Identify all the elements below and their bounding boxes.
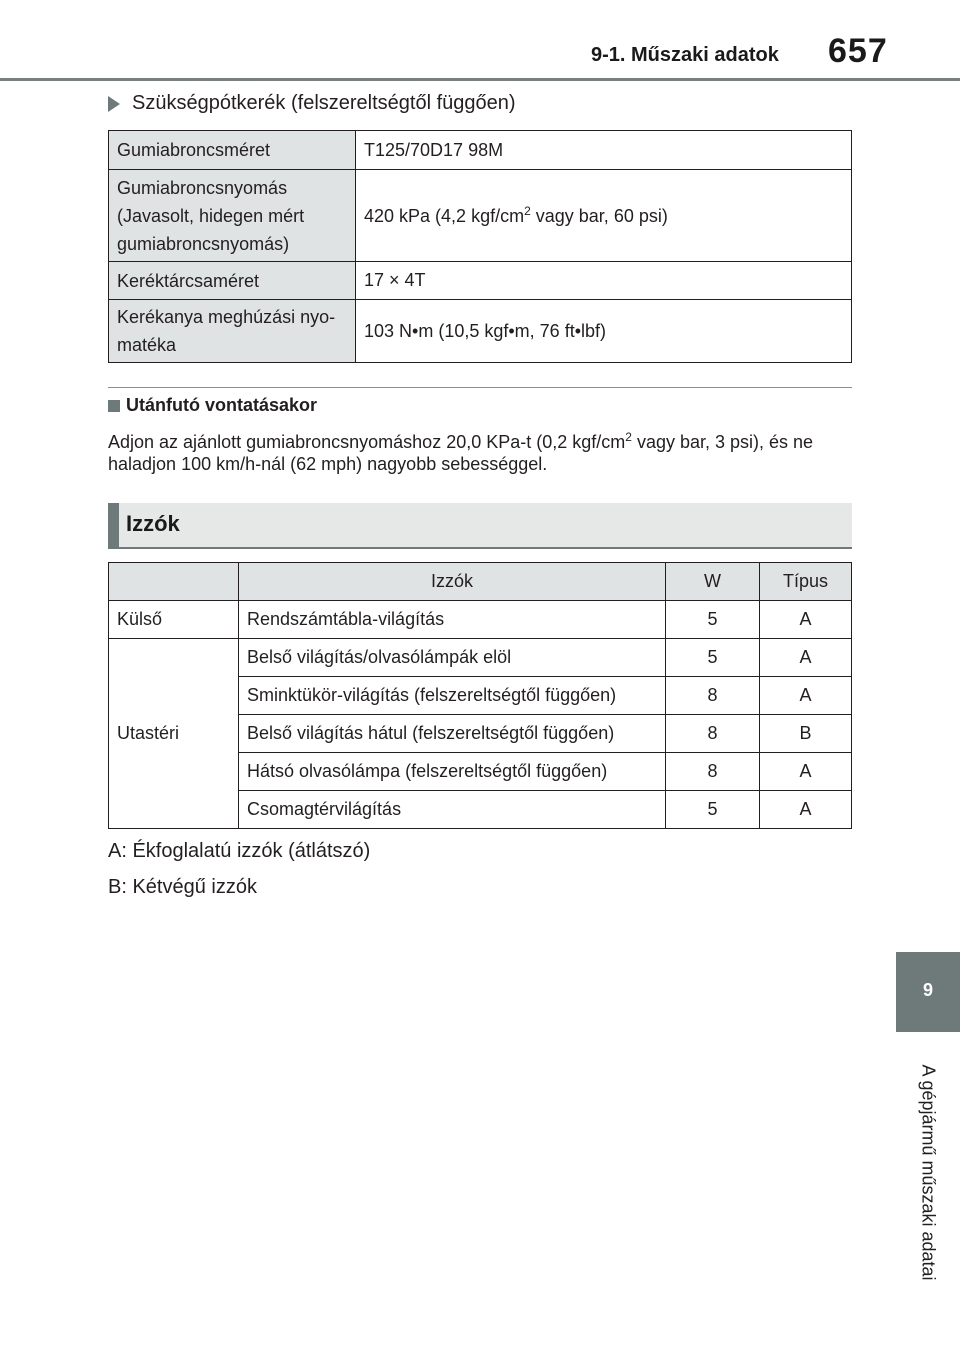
note-b: B: Kétvégű izzók xyxy=(108,876,257,898)
table-row xyxy=(109,170,852,262)
chapter-tab xyxy=(896,952,960,1032)
table-row xyxy=(109,639,852,677)
column-header: Típus xyxy=(760,563,852,601)
bulb-name: Sminktükör-világítás (felszereltségtől függően) xyxy=(239,677,666,715)
bulb-type: A xyxy=(760,753,852,791)
page-number: 657 xyxy=(828,32,888,70)
bulb-name: Rendszámtábla-világítás xyxy=(239,601,666,639)
bulbs-section-title: Izzók xyxy=(126,511,180,536)
bulb-watt: 8 xyxy=(666,753,760,791)
table-row xyxy=(109,131,852,170)
bulb-type: A xyxy=(760,791,852,829)
bulb-watt: 8 xyxy=(666,677,760,715)
bulb-watt: 5 xyxy=(666,601,760,639)
row-value: 103 N•m (10,5 kgf•m, 76 ft•lbf) xyxy=(356,300,852,363)
row-value: 17 × 4T xyxy=(356,262,852,300)
bulb-type: B xyxy=(760,715,852,753)
note-a: A: Ékfoglalatú izzók (átlátszó) xyxy=(108,840,371,862)
table-row xyxy=(109,300,852,363)
towing-heading xyxy=(108,395,317,416)
chapter-title-band xyxy=(896,1032,960,1302)
bulbs-section-header xyxy=(108,503,852,549)
bulb-name: Hátsó olvasólámpa (felszereltségtől függően) xyxy=(239,753,666,791)
bulb-watt: 5 xyxy=(666,639,760,677)
square-bullet-icon xyxy=(108,400,120,412)
towing-text: Adjon az ajánlott gumiabroncsnyomáshoz 20,0 KPa-t (0,2 kgf/$cm^2$ vagy bar, 3 psi), és ne haladjon 100 km/h-nál (62 mph) nagyobb sebességgel. xyxy=(108,430,814,474)
triangle-bullet-icon xyxy=(108,96,120,112)
bulb-watt: 8 xyxy=(666,715,760,753)
column-header xyxy=(109,563,239,601)
chapter-title: A gépjármű műszaki adatai xyxy=(918,1063,939,1281)
spare-tire-heading xyxy=(108,92,516,115)
row-label: Keréktárcsaméret xyxy=(109,262,356,300)
header-rule xyxy=(0,78,960,81)
bulb-type: A xyxy=(760,677,852,715)
chapter-number: 9 xyxy=(922,980,933,1000)
group-label: Utastéri xyxy=(109,639,239,829)
spare-tire-heading-text: Szükségpótkerék (felszereltségtől függően) xyxy=(132,92,516,114)
group-label: Külső xyxy=(109,601,239,639)
row-label: Gumiabroncsméret xyxy=(109,131,356,170)
divider xyxy=(108,387,852,388)
table-row xyxy=(109,601,852,639)
row-label: Kerékanya meghúzási nyo-matéka xyxy=(109,300,356,363)
bulb-name: Belső világítás/olvasólámpák elöl xyxy=(239,639,666,677)
row-value: T125/70D17 98M xyxy=(356,131,852,170)
table-header-row xyxy=(109,563,852,601)
table-row xyxy=(109,262,852,300)
section-bar xyxy=(108,503,119,547)
bulb-name: Belső világítás hátul (felszereltségtől függően) xyxy=(239,715,666,753)
column-header: W xyxy=(666,563,760,601)
bulb-name: Csomagtérvilágítás xyxy=(239,791,666,829)
section-title: 9-1. Műszaki adatok xyxy=(591,44,779,66)
page-header xyxy=(0,0,960,80)
bulb-watt: 5 xyxy=(666,791,760,829)
column-header: Izzók xyxy=(239,563,666,601)
row-label: Gumiabroncsnyomás (Javasolt, hidegen mért gumiabroncsnyomás) xyxy=(109,170,356,262)
bulb-type: A xyxy=(760,601,852,639)
bulb-type: A xyxy=(760,639,852,677)
row-value: 420 kPa (4,2 kgf/$cm^2$ vagy bar, 60 psi) xyxy=(356,170,852,262)
towing-heading-text: Utánfutó vontatásakor xyxy=(126,395,318,415)
spare-tire-table xyxy=(108,130,852,363)
bulbs-table xyxy=(108,562,852,829)
